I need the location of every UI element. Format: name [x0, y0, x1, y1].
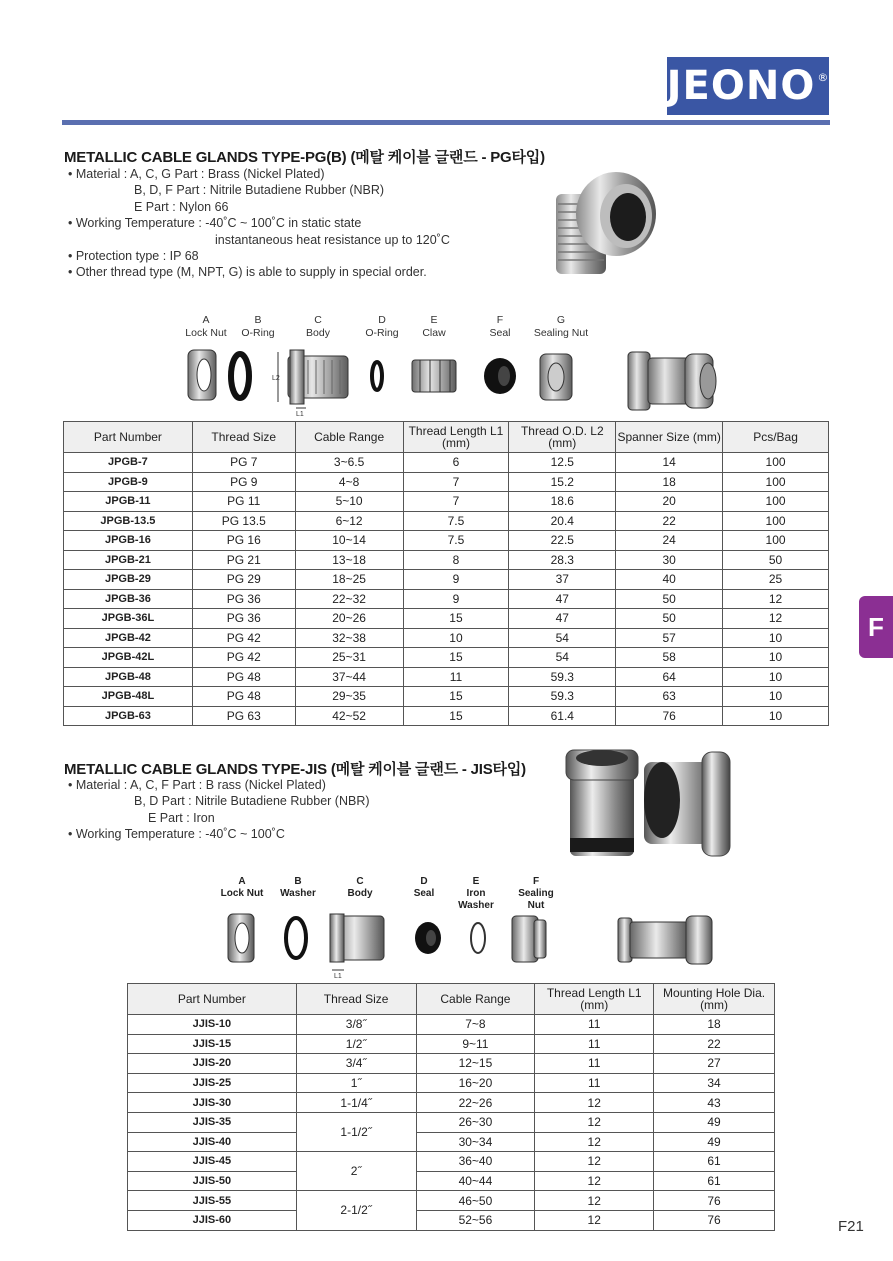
table-cell: PG 63 [192, 706, 295, 726]
table-cell: 12 [535, 1191, 654, 1211]
table-cell: JPGB-42L [64, 648, 193, 668]
table-cell: JPGB-7 [64, 453, 193, 473]
table-row [64, 550, 829, 570]
jis-header-thread-size: Thread Size [296, 984, 416, 1015]
jis-header-mounting-hole: Mounting Hole Dia. (mm) [654, 984, 775, 1015]
table-cell: JPGB-48L [64, 687, 193, 707]
table-cell: 61.4 [509, 706, 616, 726]
table-cell: JJIS-50 [128, 1171, 297, 1191]
table-row [128, 1093, 775, 1113]
jis-part-label-f: F Sealing Nut [518, 876, 554, 911]
table-row [128, 1073, 775, 1093]
table-cell: JPGB-16 [64, 531, 193, 551]
table-cell: 6~12 [295, 511, 403, 531]
body-icon [272, 350, 348, 418]
jis-header-thread-length: Thread Length L1 (mm) [535, 984, 654, 1015]
table-cell: 100 [723, 453, 829, 473]
table-row [64, 531, 829, 551]
iron-washer-icon [471, 923, 485, 953]
table-row [64, 609, 829, 629]
table-cell: 7.5 [403, 531, 509, 551]
table-cell: 8 [403, 550, 509, 570]
pg-header-cable-range: Cable Range [295, 422, 403, 453]
table-cell: 12 [723, 589, 829, 609]
table-cell: 22~32 [295, 589, 403, 609]
pg-header-thread-length: Thread Length L1 (mm) [403, 422, 509, 453]
pg-spec-line: E Part : Nylon 66 [134, 199, 229, 214]
table-cell: 10 [723, 628, 829, 648]
seal-icon [415, 922, 441, 954]
table-row [128, 1015, 775, 1035]
table-row [128, 1132, 775, 1152]
table-cell: 100 [723, 531, 829, 551]
table-cell: 37~44 [295, 667, 403, 687]
pg-spec-line: instantaneous heat resistance up to 120˚C [215, 232, 450, 247]
registered-mark: ® [817, 70, 830, 84]
table-cell: 10 [723, 687, 829, 707]
table-cell: JJIS-35 [128, 1112, 297, 1132]
table-row [64, 687, 829, 707]
table-cell: JPGB-48 [64, 667, 193, 687]
table-cell: 10 [403, 628, 509, 648]
pg-part-label-b: B O-Ring [241, 314, 275, 339]
table-cell: 14 [616, 453, 723, 473]
table-cell: 3/8˝ [296, 1015, 416, 1035]
table-cell: 37 [509, 570, 616, 590]
pg-exploded-drawing [180, 340, 740, 420]
table-row [64, 492, 829, 512]
table-cell: 7~8 [416, 1015, 535, 1035]
pg-part-label-f: F Seal [489, 314, 511, 339]
table-cell: 2˝ [296, 1152, 416, 1191]
svg-text:L1: L1 [296, 411, 304, 418]
o-ring-small-icon [372, 362, 382, 390]
table-cell: 22 [654, 1034, 775, 1054]
table-cell: 49 [654, 1112, 775, 1132]
table-row [128, 1034, 775, 1054]
pg-section-title: METALLIC CABLE GLANDS TYPE-PG(B) (메탈 케이블 글랜드 - PG타입) [64, 149, 545, 166]
table-cell: 61 [654, 1152, 775, 1172]
table-cell: 40~44 [416, 1171, 535, 1191]
jis-header-cable-range: Cable Range [416, 984, 535, 1015]
table-cell: PG 13.5 [192, 511, 295, 531]
pg-spec-line: • Material : A, C, G Part : Brass (Nickel Plated) [68, 167, 325, 181]
pg-part-label-g: G Sealing Nut [533, 314, 589, 339]
sealing-nut-icon [512, 916, 546, 962]
jis-spec-table [127, 983, 775, 1231]
table-cell: 1/2˝ [296, 1034, 416, 1054]
pg-part-label-a: A Lock Nut [185, 314, 227, 339]
table-cell: 15 [403, 687, 509, 707]
jis-part-label-e: E Iron Washer [458, 876, 494, 911]
table-cell: 11 [535, 1073, 654, 1093]
table-row [128, 1210, 775, 1230]
table-row [64, 511, 829, 531]
table-cell: JPGB-9 [64, 472, 193, 492]
jis-spec-line: • Material : A, C, F Part : B rass (Nickel Plated) [68, 778, 326, 792]
pg-header-spanner-size: Spanner Size (mm) [616, 422, 723, 453]
table-cell: 43 [654, 1093, 775, 1113]
table-cell: 15.2 [509, 472, 616, 492]
pg-part-label-c: C Body [306, 314, 330, 339]
table-cell: 1-1/4˝ [296, 1093, 416, 1113]
table-cell: 12~15 [416, 1054, 535, 1074]
table-cell: PG 7 [192, 453, 295, 473]
table-cell: 30 [616, 550, 723, 570]
table-cell: 18.6 [509, 492, 616, 512]
table-cell: JJIS-40 [128, 1132, 297, 1152]
table-cell: PG 42 [192, 628, 295, 648]
table-cell: 25~31 [295, 648, 403, 668]
table-cell: JJIS-20 [128, 1054, 297, 1074]
jis-part-label-a: A Lock Nut [220, 876, 264, 899]
table-row [128, 1152, 775, 1172]
table-cell: 20~26 [295, 609, 403, 629]
table-cell: 24 [616, 531, 723, 551]
table-cell: 18 [616, 472, 723, 492]
table-row [128, 1171, 775, 1191]
pg-spec-line: • Working Temperature : -40˚C ~ 100˚C in static state [68, 216, 362, 231]
table-cell: PG 29 [192, 570, 295, 590]
svg-text:L2: L2 [272, 375, 280, 382]
table-cell: 12 [723, 609, 829, 629]
table-cell: 15 [403, 648, 509, 668]
table-cell: 15 [403, 706, 509, 726]
table-cell: 20.4 [509, 511, 616, 531]
table-cell: 57 [616, 628, 723, 648]
table-row [64, 667, 829, 687]
table-cell: 47 [509, 609, 616, 629]
body-icon [330, 914, 384, 980]
table-cell: 76 [654, 1210, 775, 1230]
table-cell: 10 [723, 648, 829, 668]
table-cell: 22~26 [416, 1093, 535, 1113]
table-cell: 12.5 [509, 453, 616, 473]
table-cell: JJIS-45 [128, 1152, 297, 1172]
table-cell: 6 [403, 453, 509, 473]
table-cell: 42~52 [295, 706, 403, 726]
jis-exploded-drawing [220, 908, 730, 980]
table-cell: JPGB-11 [64, 492, 193, 512]
table-cell: 100 [723, 472, 829, 492]
table-cell: JJIS-25 [128, 1073, 297, 1093]
table-cell: 7 [403, 492, 509, 512]
jis-gland-photo [562, 742, 734, 868]
table-row [128, 1191, 775, 1211]
table-cell: 3/4˝ [296, 1054, 416, 1074]
seal-icon [484, 358, 516, 394]
table-cell: 58 [616, 648, 723, 668]
table-cell: 11 [403, 667, 509, 687]
section-tab[interactable]: F [859, 596, 893, 658]
table-cell: 63 [616, 687, 723, 707]
table-cell: PG 42 [192, 648, 295, 668]
table-cell: 22 [616, 511, 723, 531]
table-cell: 1-1/2˝ [296, 1112, 416, 1151]
table-cell: JJIS-10 [128, 1015, 297, 1035]
table-cell: JPGB-29 [64, 570, 193, 590]
table-cell: PG 9 [192, 472, 295, 492]
table-cell: PG 36 [192, 589, 295, 609]
sealing-nut-icon [540, 354, 572, 400]
pg-header-pcs-bag: Pcs/Bag [723, 422, 829, 453]
jis-spec-line: B, D Part : Nitrile Butadiene Rubber (NBR) [134, 794, 370, 809]
brand-logo-text: JEONO [666, 63, 816, 109]
table-cell: 76 [654, 1191, 775, 1211]
pg-spec-line: • Other thread type (M, NPT, G) is able to supply in special order. [68, 265, 427, 280]
table-cell: 22.5 [509, 531, 616, 551]
table-cell: 7 [403, 472, 509, 492]
table-cell: 26~30 [416, 1112, 535, 1132]
table-row [64, 472, 829, 492]
table-cell: 13~18 [295, 550, 403, 570]
table-cell: 1˝ [296, 1073, 416, 1093]
table-cell: 61 [654, 1171, 775, 1191]
table-row [64, 648, 829, 668]
table-cell: 9 [403, 570, 509, 590]
table-cell: PG 21 [192, 550, 295, 570]
jis-spec-line: E Part : Iron [148, 810, 215, 825]
pg-header-thread-od: Thread O.D. L2 (mm) [509, 422, 616, 453]
table-cell: 11 [535, 1015, 654, 1035]
table-cell: 12 [535, 1132, 654, 1152]
table-row [64, 453, 829, 473]
table-cell: 50 [616, 589, 723, 609]
table-cell: 11 [535, 1034, 654, 1054]
page-number: F21 [838, 1218, 864, 1235]
pg-part-label-d: D O-Ring [365, 314, 399, 339]
table-cell: 76 [616, 706, 723, 726]
jis-header-part-number: Part Number [128, 984, 297, 1015]
jis-part-label-d: D Seal [413, 876, 435, 899]
table-row [64, 570, 829, 590]
table-cell: 47 [509, 589, 616, 609]
pg-table-header [64, 422, 829, 453]
table-cell: 50 [723, 550, 829, 570]
table-row [64, 589, 829, 609]
table-cell: 59.3 [509, 667, 616, 687]
header-rule [62, 120, 830, 125]
table-cell: PG 48 [192, 667, 295, 687]
table-cell: 25 [723, 570, 829, 590]
table-cell: 9~11 [416, 1034, 535, 1054]
pg-part-label-e: E Claw [422, 314, 446, 339]
table-cell: JPGB-36 [64, 589, 193, 609]
table-cell: 12 [535, 1093, 654, 1113]
table-cell: 12 [535, 1171, 654, 1191]
table-row [64, 628, 829, 648]
table-cell: 20 [616, 492, 723, 512]
table-cell: 12 [535, 1210, 654, 1230]
table-cell: 50 [616, 609, 723, 629]
table-cell: 32~38 [295, 628, 403, 648]
table-cell: JPGB-63 [64, 706, 193, 726]
brand-logo [667, 57, 829, 115]
table-cell: 46~50 [416, 1191, 535, 1211]
jis-part-label-c: C Body [347, 876, 373, 899]
table-cell: 16~20 [416, 1073, 535, 1093]
table-cell: 40 [616, 570, 723, 590]
table-cell: 12 [535, 1152, 654, 1172]
pg-header-part-number: Part Number [64, 422, 193, 453]
table-cell: JPGB-42 [64, 628, 193, 648]
jis-section-title: METALLIC CABLE GLANDS TYPE-JIS (메탈 케이블 글랜드 - JIS타입) [64, 761, 526, 778]
table-cell: JJIS-55 [128, 1191, 297, 1211]
assembled-gland-icon [628, 352, 716, 410]
table-cell: JJIS-60 [128, 1210, 297, 1230]
pg-spec-line: • Protection type : IP 68 [68, 249, 199, 264]
table-row [128, 1054, 775, 1074]
pg-spec-line: B, D, F Part : Nitrile Butadiene Rubber (NBR) [134, 183, 385, 198]
table-cell: 30~34 [416, 1132, 535, 1152]
table-cell: 34 [654, 1073, 775, 1093]
jis-spec-line: • Working Temperature : -40˚C ~ 100˚C [68, 827, 285, 842]
table-cell: 18~25 [295, 570, 403, 590]
table-cell: 49 [654, 1132, 775, 1152]
lock-nut-icon [228, 914, 254, 962]
table-cell: 10 [723, 667, 829, 687]
table-cell: 54 [509, 648, 616, 668]
table-cell: 4~8 [295, 472, 403, 492]
table-cell: 64 [616, 667, 723, 687]
table-cell: 52~56 [416, 1210, 535, 1230]
table-cell: PG 16 [192, 531, 295, 551]
jis-table-header [128, 984, 775, 1015]
table-cell: PG 11 [192, 492, 295, 512]
table-cell: 12 [535, 1112, 654, 1132]
pg-spec-list [68, 166, 450, 281]
table-cell: 100 [723, 492, 829, 512]
pg-spec-table [63, 421, 829, 726]
table-cell: PG 36 [192, 609, 295, 629]
table-row [64, 706, 829, 726]
table-cell: 28.3 [509, 550, 616, 570]
washer-icon [286, 918, 306, 958]
table-cell: 10 [723, 706, 829, 726]
lock-nut-icon [188, 350, 216, 400]
table-cell: 9 [403, 589, 509, 609]
table-cell: 11 [535, 1054, 654, 1074]
svg-text:L1: L1 [334, 973, 342, 980]
pg-header-thread-size: Thread Size [192, 422, 295, 453]
assembled-gland-icon [618, 916, 712, 964]
table-cell: JPGB-36L [64, 609, 193, 629]
claw-icon [412, 360, 456, 392]
table-cell: 54 [509, 628, 616, 648]
table-cell: PG 48 [192, 687, 295, 707]
table-cell: 100 [723, 511, 829, 531]
table-cell: JPGB-13.5 [64, 511, 193, 531]
table-cell: 3~6.5 [295, 453, 403, 473]
table-cell: 15 [403, 609, 509, 629]
table-cell: 18 [654, 1015, 775, 1035]
table-cell: 2-1/2˝ [296, 1191, 416, 1230]
table-cell: JPGB-21 [64, 550, 193, 570]
table-cell: JJIS-30 [128, 1093, 297, 1113]
table-row [128, 1112, 775, 1132]
table-cell: 36~40 [416, 1152, 535, 1172]
table-cell: 10~14 [295, 531, 403, 551]
table-cell: JJIS-15 [128, 1034, 297, 1054]
table-cell: 59.3 [509, 687, 616, 707]
table-cell: 29~35 [295, 687, 403, 707]
o-ring-icon [231, 354, 249, 398]
jis-part-label-b: B Washer [280, 876, 316, 899]
table-cell: 27 [654, 1054, 775, 1074]
jis-spec-list [68, 777, 370, 843]
table-cell: 7.5 [403, 511, 509, 531]
pg-gland-photo [548, 164, 660, 280]
table-cell: 5~10 [295, 492, 403, 512]
